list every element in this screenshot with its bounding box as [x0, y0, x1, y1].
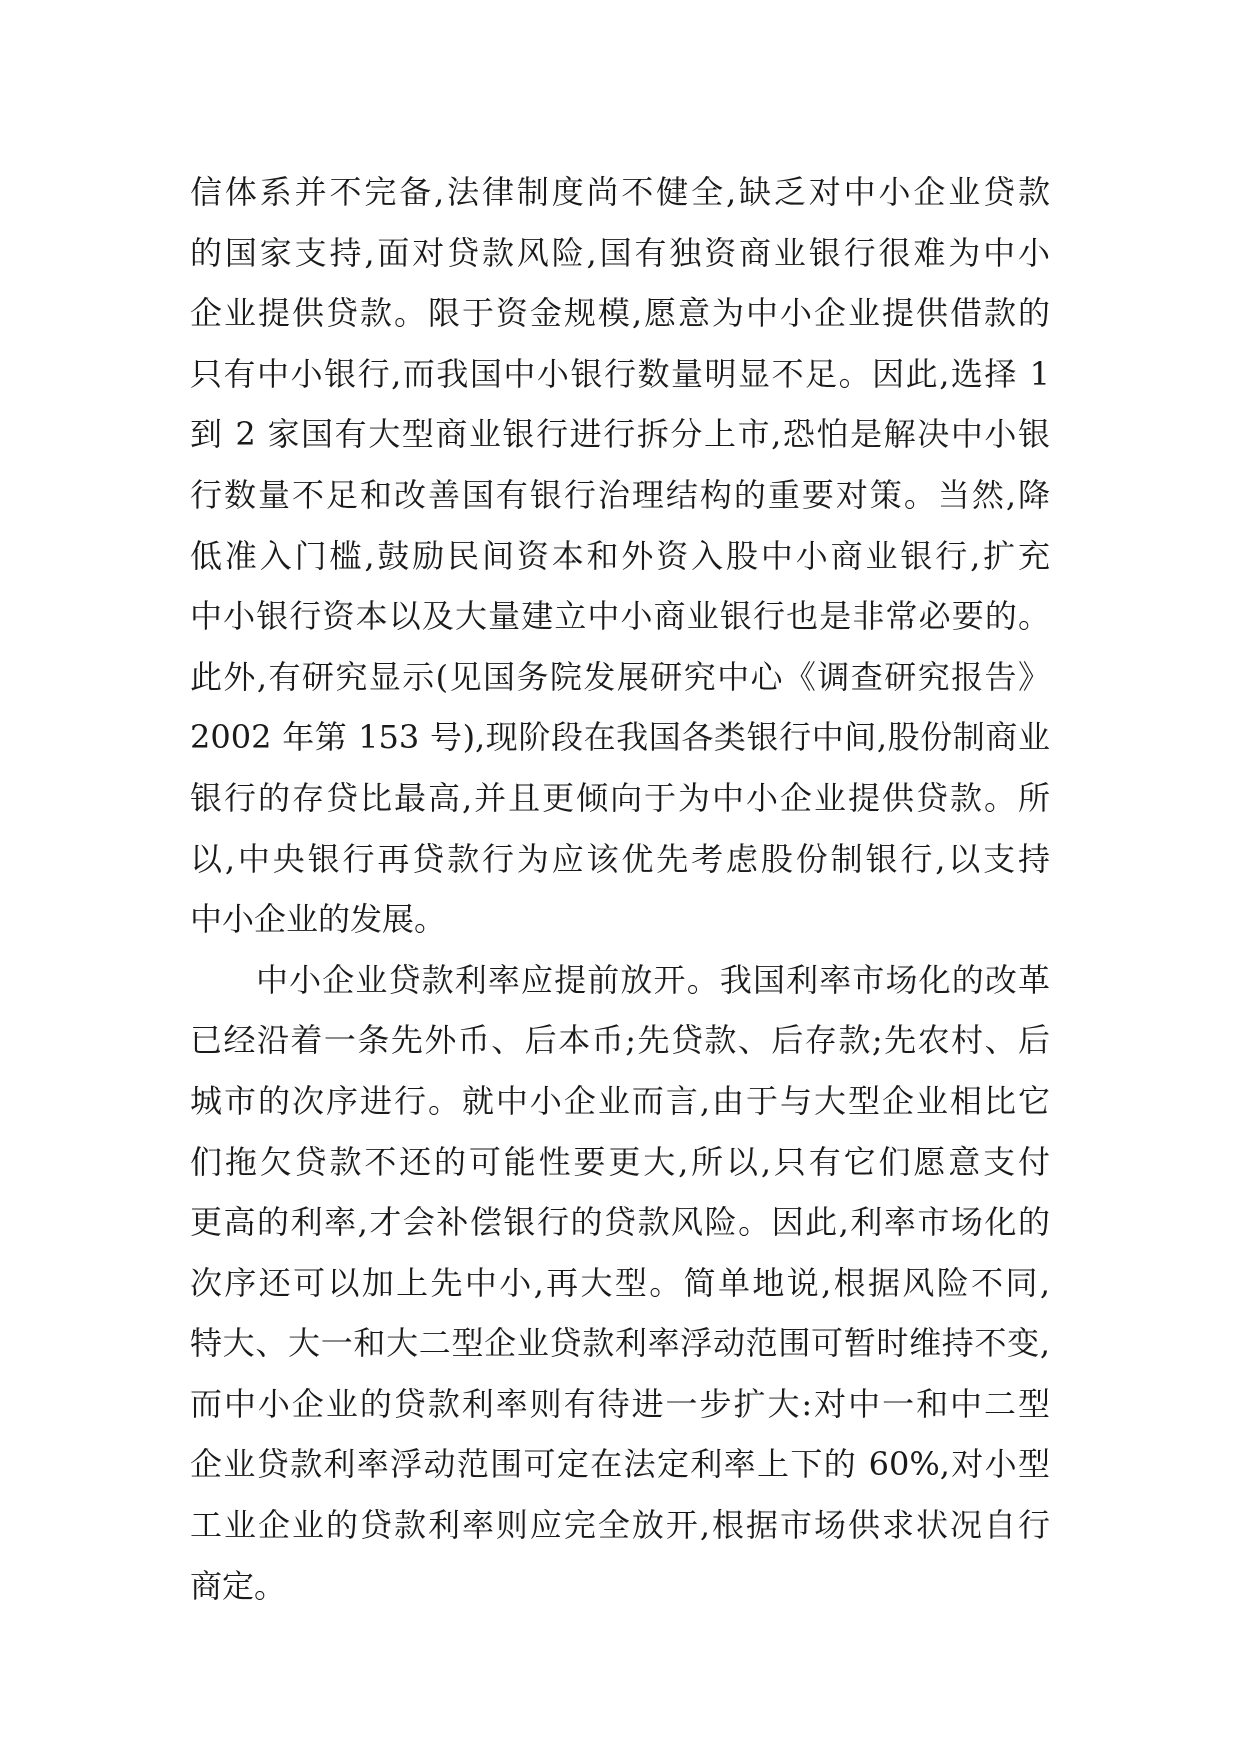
- paragraph-2: [190, 950, 1050, 1617]
- text-line: 中小企业的发展。: [190, 900, 447, 939]
- text-line: 2002 年第 153 号),现阶段在我国各类银行中间,股份制商业: [190, 718, 1050, 757]
- text-line: 此外,有研究显示(见国务院发展研究中心《调查研究报告》: [190, 657, 1050, 696]
- text-line: 低准入门槛,鼓励民间资本和外资入股中小商业银行,扩充: [190, 536, 1050, 575]
- text-line: 更高的利率,才会补偿银行的贷款风险。因此,利率市场化的: [190, 1203, 1050, 1242]
- paragraph-1: [190, 162, 1050, 950]
- text-line: 企业提供贷款。限于资金规模,愿意为中小企业提供借款的: [190, 294, 1050, 333]
- text-line: 次序还可以加上先中小,再大型。简单地说,根据风险不同,: [190, 1263, 1050, 1302]
- text-line: 已经沿着一条先外币、后本币;先贷款、后存款;先农村、后: [190, 1021, 1050, 1060]
- text-line: 们拖欠贷款不还的可能性要更大,所以,只有它们愿意支付: [190, 1142, 1050, 1181]
- text-line: 工业企业的贷款利率则应完全放开,根据市场供求状况自行: [190, 1506, 1050, 1545]
- text-line: 城市的次序进行。就中小企业而言,由于与大型企业相比它: [190, 1081, 1050, 1120]
- text-line: 银行的存贷比最高,并且更倾向于为中小企业提供贷款。所: [190, 778, 1050, 817]
- text-line: 到 2 家国有大型商业银行进行拆分上市,恐怕是解决中小银: [190, 415, 1050, 454]
- text-line: 特大、大一和大二型企业贷款利率浮动范围可暂时维持不变,: [190, 1324, 1050, 1363]
- text-line: 以,中央银行再贷款行为应该优先考虑股份制银行,以支持: [190, 839, 1050, 878]
- text-line: 而中小企业的贷款利率则有待进一步扩大:对中一和中二型: [190, 1384, 1050, 1423]
- text-line: 中小企业贷款利率应提前放开。我国利率市场化的改革: [256, 960, 1050, 999]
- text-line: 只有中小银行,而我国中小银行数量明显不足。因此,选择 1: [190, 354, 1050, 393]
- text-line: 商定。: [190, 1566, 287, 1605]
- text-line: 的国家支持,面对贷款风险,国有独资商业银行很难为中小: [190, 233, 1050, 272]
- text-line: 信体系并不完备,法律制度尚不健全,缺乏对中小企业贷款: [190, 173, 1050, 211]
- text-line: 行数量不足和改善国有银行治理结构的重要对策。当然,降: [190, 475, 1050, 514]
- text-line: 企业贷款利率浮动范围可定在法定利率上下的 60%,对小型: [190, 1445, 1050, 1484]
- text-line: 中小银行资本以及大量建立中小商业银行也是非常必要的。: [190, 597, 1050, 636]
- body-text: [190, 162, 1050, 1616]
